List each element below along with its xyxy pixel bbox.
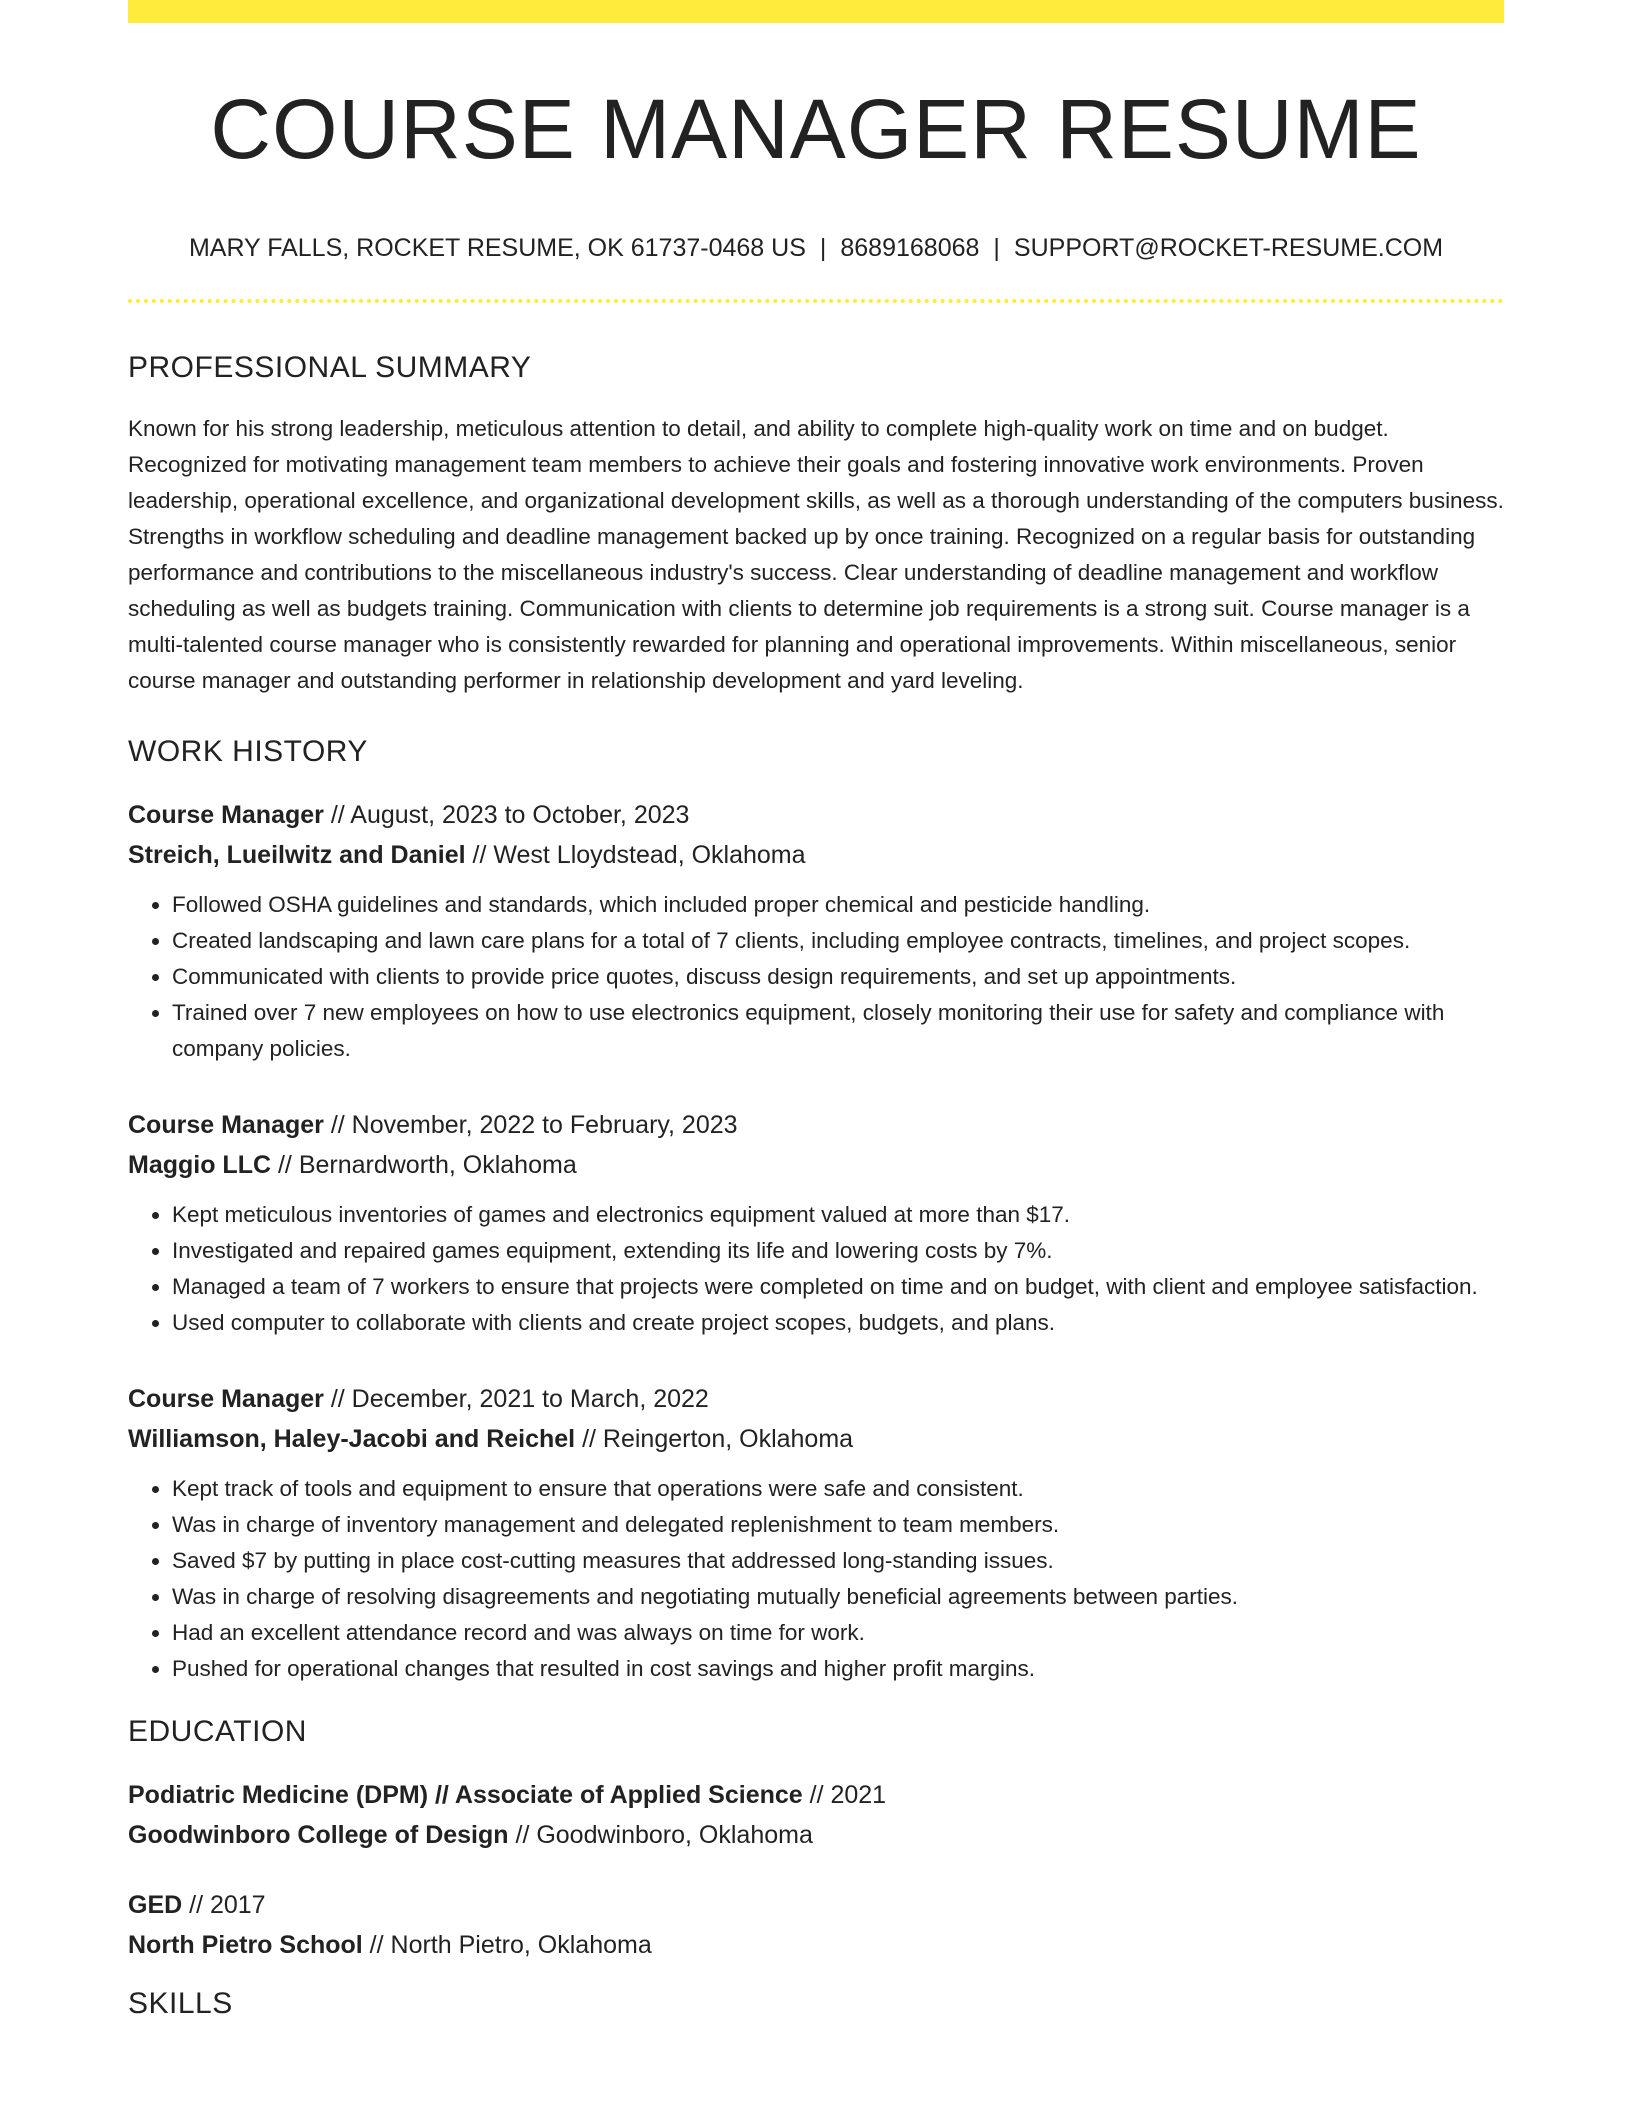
contact-separator: | <box>819 234 827 263</box>
job-company-line <box>128 835 1504 875</box>
education-degree-line <box>128 1885 1504 1925</box>
summary-text: Known for his strong leadership, meticulous attention to detail, and ability to complete high-quality work on time and on budget. Recognized for motivating management team members to achieve their goals and fostering innovative work environments. Proven leadership, operational excellence, and organizational development skills, as well as a thorough understanding of the computers business. Strengths in workflow scheduling and deadline management backed up by once training. Recognized on a regular basis for outstanding performance and contributions to the miscellaneous industry's success. Clear understanding of deadline management and workflow scheduling as well as budgets training. Communication with clients to determine job requirements is a strong suit. Course manager is a multi-talented course manager who is consistently rewarded for planning and operational improvements. Within miscellaneous, senior course manager and outstanding performer in relationship development and yard leveling. <box>128 416 1504 694</box>
education-entry <box>128 1775 1504 1855</box>
contact-line <box>128 233 1504 263</box>
education-degree: GED <box>128 1891 183 1920</box>
contact-email: SUPPORT@ROCKET-RESUME.COM <box>1013 234 1444 263</box>
education-school-line <box>128 1815 1504 1855</box>
education-degree-line <box>128 1775 1504 1815</box>
job-title: Course Manager <box>128 1111 324 1140</box>
education-entry <box>128 1885 1504 1965</box>
job-bullets <box>128 1197 1504 1341</box>
education-year: // 2021 <box>802 1781 887 1810</box>
job-bullets <box>128 887 1504 1067</box>
job-title-line <box>128 1105 1504 1145</box>
job-bullet: • Was in charge of resolving disagreements and negotiating mutually beneficial agreements between parties. <box>172 1579 1504 1615</box>
job-entry <box>128 1105 1504 1341</box>
job-bullet: • Used computer to collaborate with clients and create project scopes, budgets, and plans. <box>172 1305 1504 1341</box>
education-location: // North Pietro, Oklahoma <box>362 1931 652 1960</box>
job-company: Williamson, Haley-Jacobi and Reichel <box>128 1425 576 1454</box>
dotted-divider <box>128 299 1504 303</box>
job-location: // Bernardworth, Oklahoma <box>271 1151 577 1180</box>
resume-page <box>128 0 1504 2021</box>
job-bullet: • Pushed for operational changes that resulted in cost savings and higher profit margins. <box>172 1651 1504 1687</box>
education-school: North Pietro School <box>128 1931 363 1960</box>
accent-top-bar <box>128 0 1504 23</box>
summary-heading: PROFESSIONAL SUMMARY <box>128 351 532 385</box>
job-title: Course Manager <box>128 801 324 830</box>
job-entry <box>128 1379 1504 1687</box>
job-location: // Reingerton, Oklahoma <box>575 1425 854 1454</box>
job-title: Course Manager <box>128 1385 324 1414</box>
job-company: Maggio LLC <box>128 1151 272 1180</box>
job-title-line <box>128 795 1504 835</box>
education-degree: Podiatric Medicine (DPM) // Associate of Applied Science <box>128 1781 803 1810</box>
job-bullet: • Trained over 7 new employees on how to use electronics equipment, closely monitoring their use for safety and compliance with company policies. <box>172 995 1504 1067</box>
page-title: COURSE MANAGER RESUME <box>210 82 1422 176</box>
job-bullet: • Had an excellent attendance record and was always on time for work. <box>172 1615 1504 1651</box>
contact-address: MARY FALLS, ROCKET RESUME, OK 61737-0468 US <box>188 234 806 263</box>
job-title-line <box>128 1379 1504 1419</box>
education-heading: EDUCATION <box>128 1715 307 1749</box>
job-bullet: • Saved $7 by putting in place cost-cutting measures that addressed long-standing issues. <box>172 1543 1504 1579</box>
job-dates: // December, 2021 to March, 2022 <box>323 1385 709 1414</box>
job-bullet: • Followed OSHA guidelines and standards, which included proper chemical and pesticide handling. <box>172 887 1504 923</box>
job-bullets <box>128 1471 1504 1687</box>
skills-heading: SKILLS <box>128 1987 233 2021</box>
job-bullet: • Managed a team of 7 workers to ensure that projects were completed on time and on budget, with client and employee satisfaction. <box>172 1269 1504 1305</box>
education-year: // 2017 <box>182 1891 266 1920</box>
job-bullet: • Created landscaping and lawn care plans for a total of 7 clients, including employee contracts, timelines, and project scopes. <box>172 923 1504 959</box>
job-bullet: • Kept meticulous inventories of games and electronics equipment valued at more than $17. <box>172 1197 1504 1233</box>
work-history-heading: WORK HISTORY <box>128 735 368 769</box>
job-location: // West Lloydstead, Oklahoma <box>465 841 806 870</box>
job-company-line <box>128 1419 1504 1459</box>
education-location: // Goodwinboro, Oklahoma <box>508 1821 813 1850</box>
job-bullet: • Kept track of tools and equipment to ensure that operations were safe and consistent. <box>172 1471 1504 1507</box>
job-bullet: • Investigated and repaired games equipment, extending its life and lowering costs by 7%. <box>172 1233 1504 1269</box>
education-school-line <box>128 1925 1504 1965</box>
education-school: Goodwinboro College of Design <box>128 1821 509 1850</box>
job-company-line <box>128 1145 1504 1185</box>
job-bullet: • Was in charge of inventory management and delegated replenishment to team members. <box>172 1507 1504 1543</box>
contact-separator: | <box>993 234 1000 263</box>
job-entry <box>128 795 1504 1067</box>
job-dates: // November, 2022 to February, 2023 <box>323 1111 738 1140</box>
job-bullet: • Communicated with clients to provide price quotes, discuss design requirements, and set up appointments. <box>172 959 1504 995</box>
job-company: Streich, Lueilwitz and Daniel <box>128 841 466 870</box>
job-dates: // August, 2023 to October, 2023 <box>323 801 690 830</box>
contact-phone: 8689168068 <box>840 234 980 263</box>
